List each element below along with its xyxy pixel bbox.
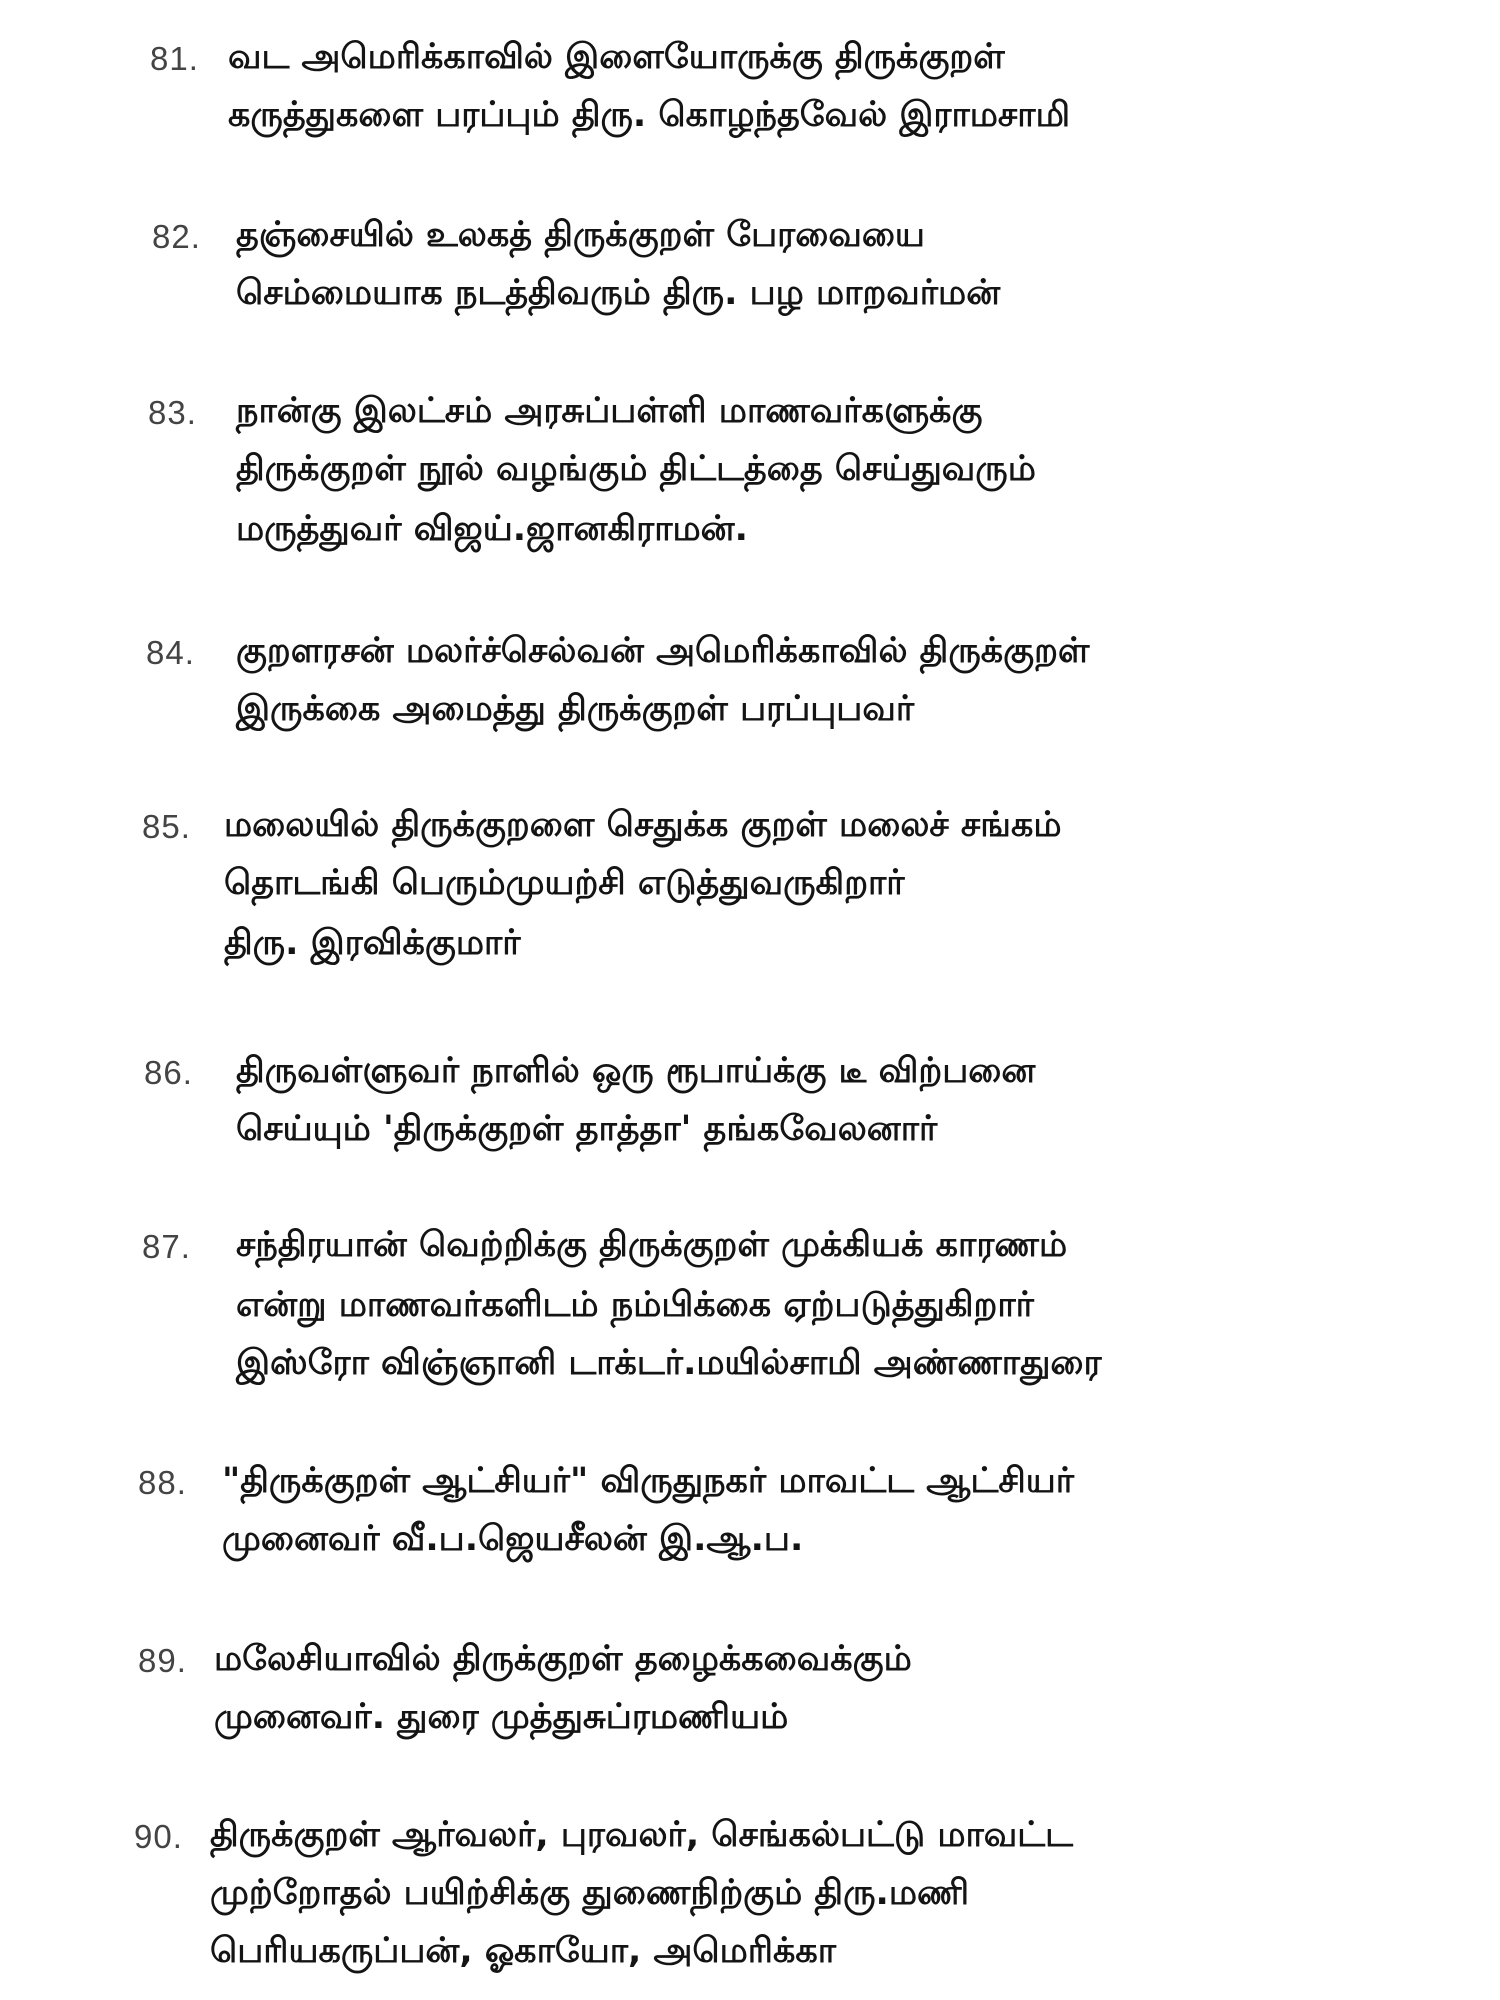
item-line: "திருக்குறள் ஆட்சியர்" விருதுநகர் மாவட்ட ஆட்சியர் xyxy=(222,1461,1075,1501)
item-line: இஸ்ரோ விஞ்ஞானி டாக்டர்.மயில்சாமி அண்ணாதுரை xyxy=(236,1343,1102,1383)
item-line: குறளரசன் மலர்ச்செல்வன் அமெரிக்காவில் திருக்குறள் xyxy=(236,631,1090,671)
item-number: 85. xyxy=(142,808,191,845)
item-line: திரு. இரவிக்குமார் xyxy=(224,923,521,963)
item-line: முற்றோதல் பயிற்சிக்கு துணைநிற்கும் திரு.மணி xyxy=(210,1873,970,1913)
item-line: முனைவர். துரை முத்துசுப்ரமணியம் xyxy=(214,1697,789,1737)
item-number: 86. xyxy=(144,1054,193,1091)
item-line: கருத்துகளை பரப்பும் திரு. கொழந்தவேல் இராமசாமி xyxy=(228,95,1071,135)
item-line: செய்யும் 'திருக்குறள் தாத்தா' தங்கவேலனார் xyxy=(236,1109,938,1149)
item-line: திருக்குறள் ஆர்வலர், புரவலர், செங்கல்பட்டு மாவட்ட xyxy=(210,1815,1074,1855)
item-line: பெரியகருப்பன், ஓகாயோ, அமெரிக்கா xyxy=(210,1931,837,1971)
item-line: மலேசியாவில் திருக்குறள் தழைக்கவைக்கும் xyxy=(214,1639,912,1679)
item-line: என்று மாணவர்களிடம் நம்பிக்கை ஏற்படுத்துகிறார் xyxy=(236,1285,1034,1325)
item-line: முனைவர் வீ.ப.ஜெயசீலன் இ.ஆ.ப. xyxy=(222,1519,804,1559)
item-number: 90. xyxy=(134,1818,183,1855)
item-line: சந்திரயான் வெற்றிக்கு திருக்குறள் முக்கியக் காரணம் xyxy=(236,1225,1068,1265)
item-line: செம்மையாக நடத்திவரும் திரு. பழ மாறவர்மன் xyxy=(236,273,1001,313)
item-number: 87. xyxy=(142,1228,191,1265)
item-line: தொடங்கி பெரும்முயற்சி எடுத்துவருகிறார் xyxy=(224,863,905,903)
item-line: திருவள்ளுவர் நாளில் ஒரு ரூபாய்க்கு டீ விற்பனை xyxy=(236,1051,1036,1091)
item-number: 88. xyxy=(138,1464,187,1501)
item-line: மலையில் திருக்குறளை செதுக்க குறள் மலைச் சங்கம் xyxy=(224,805,1062,845)
item-number: 84. xyxy=(146,634,195,671)
item-line: வட அமெரிக்காவில் இளையோருக்கு திருக்குறள் xyxy=(228,37,1005,77)
item-line: திருக்குறள் நூல் வழங்கும் திட்டத்தை செய்துவரும் xyxy=(236,449,1036,489)
item-number: 82. xyxy=(152,218,201,255)
item-number: 89. xyxy=(138,1642,187,1679)
item-line: மருத்துவர் விஜய்.ஜானகிராமன். xyxy=(236,509,748,549)
item-line: இருக்கை அமைத்து திருக்குறள் பரப்புபவர் xyxy=(236,689,915,729)
item-number: 83. xyxy=(148,394,197,431)
item-line: நான்கு இலட்சம் அரசுப்பள்ளி மாணவர்களுக்கு xyxy=(236,391,983,431)
item-number: 81. xyxy=(150,40,199,77)
item-line: தஞ்சையில் உலகத் திருக்குறள் பேரவையை xyxy=(236,215,925,255)
